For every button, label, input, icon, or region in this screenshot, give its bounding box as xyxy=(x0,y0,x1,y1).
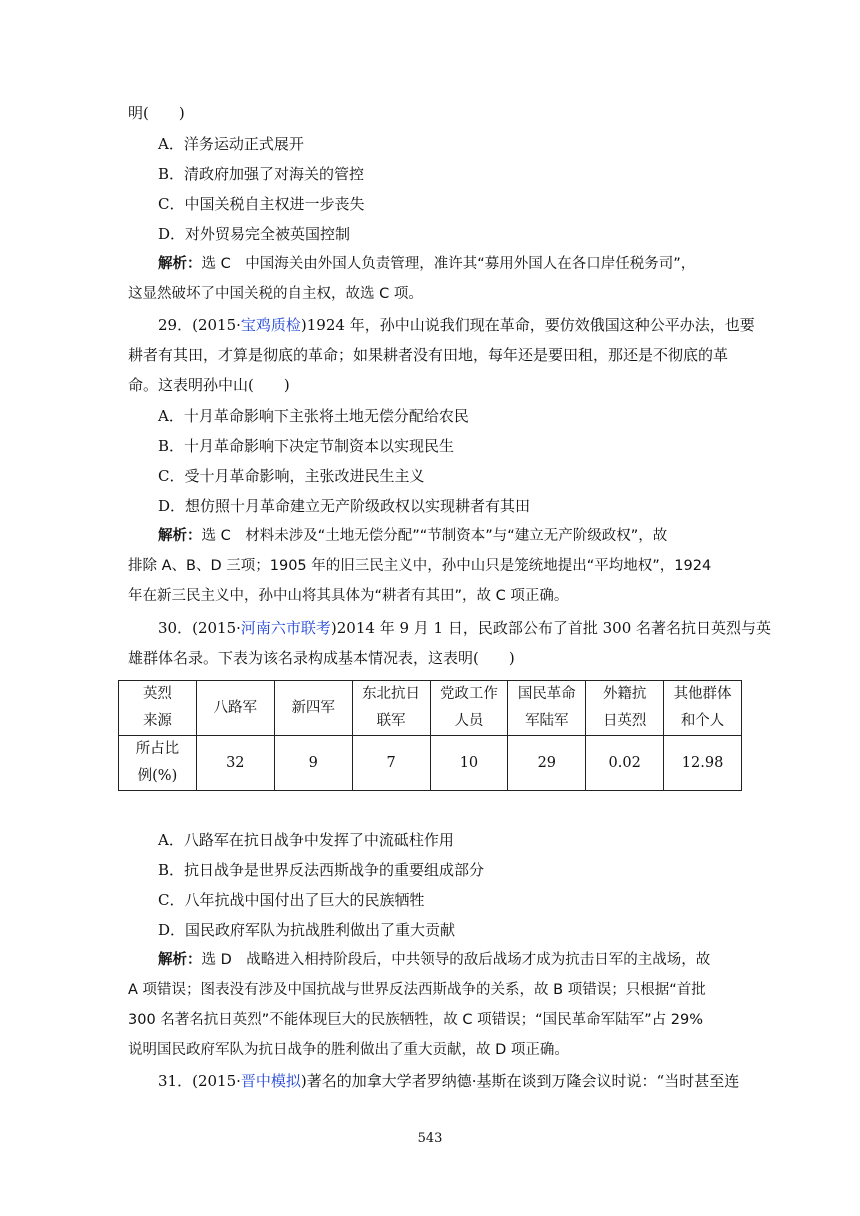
q29-analysis xyxy=(158,526,667,546)
table-header-cell: 国民革命 军陆军 xyxy=(508,681,586,736)
analysis-label: 解析： xyxy=(158,952,202,968)
q29-source: 宝鸡质检 xyxy=(240,316,301,334)
q29-number: 29．(2015· xyxy=(158,316,241,334)
table-header-cell: 英烈 来源 xyxy=(119,681,197,736)
q28-stem-tail: 明( ) xyxy=(128,104,185,122)
q30-analysis-line1: 选 D 战略进入相持阶段后，中共领导的敌后战场才成为抗击日军的主战场，故 xyxy=(201,952,711,968)
q29-analysis-line2: 排除 A、B、D 三项；1905 年的旧三民主义中，孙中山只是笼统地提出“平均地权”，1924 xyxy=(128,558,712,574)
table-cell: 29 xyxy=(508,736,586,791)
q31-source: 晋中模拟 xyxy=(240,1072,301,1090)
q30-option-b: B．抗日战争是世界反法西斯战争的重要组成部分 xyxy=(158,861,485,879)
q30-stem-line2: 雄群体名录。下表为该名录构成基本情况表，这表明( ) xyxy=(128,649,515,667)
q30-stem-rest: )2014 年 9 月 1 日，民政部公布了首批 300 名著名抗日英烈与英 xyxy=(330,619,772,637)
q28-analysis-line2: 这显然破坏了中国关税的自主权，故选 C 项。 xyxy=(128,286,423,302)
q30-number: 30．(2015· xyxy=(158,619,241,637)
q30-option-c: C．八年抗战中国付出了巨大的民族牺牲 xyxy=(158,891,425,909)
table-row xyxy=(119,736,742,791)
q31-number: 31．(2015· xyxy=(158,1072,241,1090)
table-header-cell: 其他群体 和个人 xyxy=(664,681,742,736)
q29-option-d: D．想仿照十月革命建立无产阶级政权以实现耕者有其田 xyxy=(158,497,531,515)
table-cell: 10 xyxy=(430,736,508,791)
table-header-row xyxy=(119,681,742,736)
q29-stem-rest: )1924 年，孙中山说我们现在革命，要仿效俄国这种公平办法，也要 xyxy=(300,316,755,334)
martyrs-composition-table xyxy=(118,680,742,791)
q29-stem-line3: 命。这表明孙中山( ) xyxy=(128,376,290,394)
q28-option-d: D．对外贸易完全被英国控制 xyxy=(158,225,351,243)
q30-stem-line1 xyxy=(158,618,771,638)
q29-option-a: A．十月革命影响下主张将土地无偿分配给农民 xyxy=(158,407,469,425)
table-row-label: 所占比 例(%) xyxy=(119,736,197,791)
q30-option-d: D．国民政府军队为抗战胜利做出了重大贡献 xyxy=(158,921,456,939)
q29-stem-line1 xyxy=(158,315,755,335)
q30-option-a: A．八路军在抗日战争中发挥了中流砥柱作用 xyxy=(158,831,454,849)
q30-analysis-line4: 说明国民政府军队为抗日战争的胜利做出了重大贡献，故 D 项正确。 xyxy=(128,1042,569,1058)
q31-stem-line1 xyxy=(158,1071,739,1091)
table-cell: 9 xyxy=(274,736,352,791)
table-cell: 12.98 xyxy=(664,736,742,791)
q31-stem-rest: )著名的加拿大学者罗纳德·基斯在谈到万隆会议时说：“当时甚至连 xyxy=(300,1072,740,1090)
q29-analysis-line3: 年在新三民主义中，孙中山将其具体为“耕者有其田”，故 C 项正确。 xyxy=(128,588,569,604)
page-number: 543 xyxy=(417,1131,443,1146)
q28-analysis xyxy=(158,254,695,274)
q28-option-a: A．洋务运动正式展开 xyxy=(158,135,304,153)
table-cell: 32 xyxy=(196,736,274,791)
table-cell: 7 xyxy=(352,736,430,791)
q28-analysis-line1: 选 C 中国海关由外国人负责管理，准许其“募用外国人在各口岸任税务司”， xyxy=(201,256,696,272)
q30-analysis xyxy=(158,950,710,970)
q29-option-c: C．受十月革命影响，主张改进民生主义 xyxy=(158,467,425,485)
q29-option-b: B．十月革命影响下决定节制资本以实现民生 xyxy=(158,437,455,455)
analysis-label: 解析： xyxy=(158,528,202,544)
table-header-cell: 外籍抗 日英烈 xyxy=(586,681,664,736)
table-header-cell: 八路军 xyxy=(196,681,274,736)
table-header-cell: 党政工作 人员 xyxy=(430,681,508,736)
q30-source: 河南六市联考 xyxy=(240,619,331,637)
q29-analysis-line1: 选 C 材料未涉及“土地无偿分配”“节制资本”与“建立无产阶级政权”，故 xyxy=(201,528,668,544)
q28-option-b: B．清政府加强了对海关的管控 xyxy=(158,165,365,183)
analysis-label: 解析： xyxy=(158,256,202,272)
table-header-cell: 东北抗日 联军 xyxy=(352,681,430,736)
q29-stem-line2: 耕者有其田，才算是彻底的革命；如果耕者没有田地，每年还是要田租，那还是不彻底的革 xyxy=(128,346,729,364)
q30-analysis-line2: A 项错误；图表没有涉及中国抗战与世界反法西斯战争的关系，故 B 项错误；只根据“首批 xyxy=(128,982,706,998)
q30-analysis-line3: 300 名著名抗日英烈”不能体现巨大的民族牺牲，故 C 项错误；“国民革命军陆军”占 29% xyxy=(128,1012,703,1028)
table-cell: 0.02 xyxy=(586,736,664,791)
q28-option-c: C．中国关税自主权进一步丧失 xyxy=(158,195,365,213)
table-header-cell: 新四军 xyxy=(274,681,352,736)
